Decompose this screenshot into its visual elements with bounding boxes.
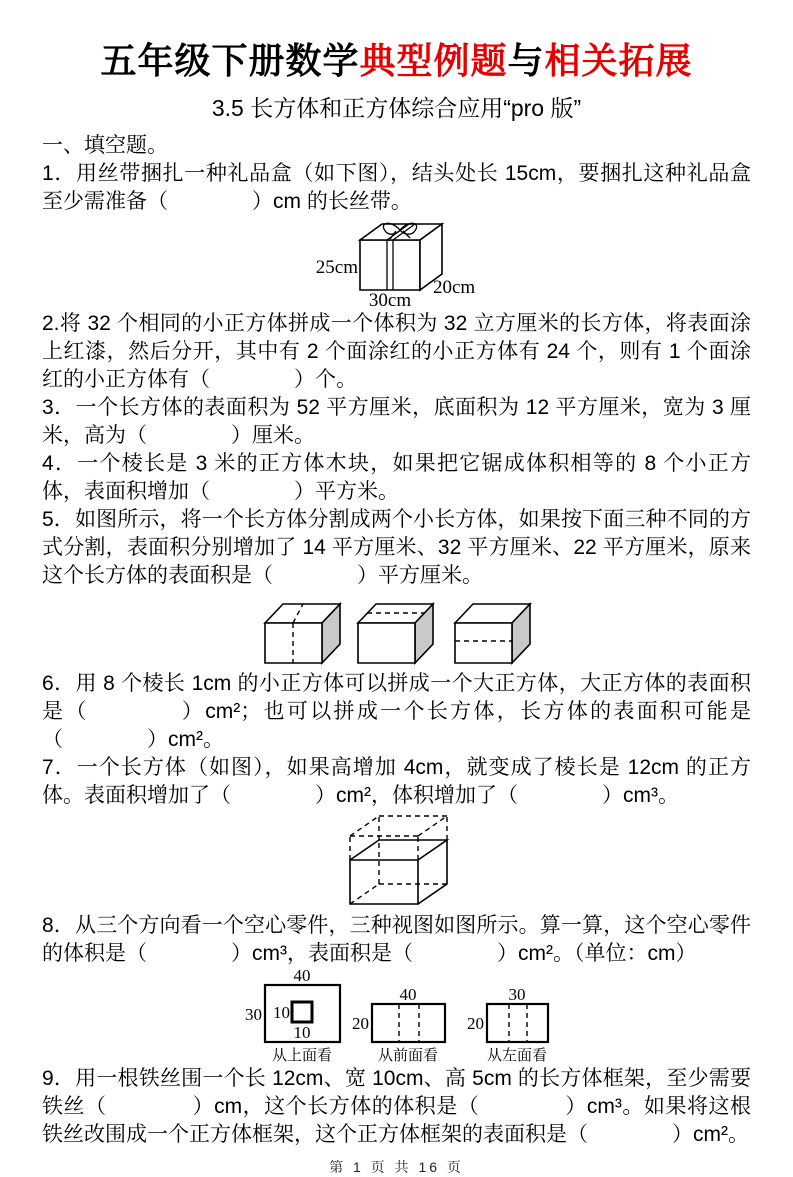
front-view-caption: 从前面看 xyxy=(377,1047,439,1064)
title-part-black1: 五年级下册数学 xyxy=(100,40,360,81)
hole-square xyxy=(292,1002,312,1022)
figure-gift-box xyxy=(42,217,751,309)
gift-box-width-label: 30cm xyxy=(368,290,412,309)
split-box-horizontal-cut xyxy=(455,604,530,663)
solid-box xyxy=(350,840,447,904)
top-view-width-label: 40 xyxy=(293,969,311,985)
problem-3-text: 3．一个长方体的表面积为 52 平方厘米，底面积为 12 平方厘米，宽为 3 厘米，高为（ ）厘米。 xyxy=(42,396,751,447)
figure-split-boxes xyxy=(42,591,751,669)
view-from-front xyxy=(352,985,445,1064)
cube-extension-drawing xyxy=(330,811,530,911)
problem-7-text: 7．一个长方体（如图），如果高增加 4cm，就变成了棱长是 12cm 的正方体。表面积增加了（ ）cm²，体积增加了（ ）cm³。 xyxy=(42,756,751,807)
left-view-width-label: 30 xyxy=(508,985,526,1004)
hole-bottom-label: 10 xyxy=(293,1023,311,1042)
problem-5-text: 5．如图所示，将一个长方体分割成两个小长方体，如果按下面三种不同的方式分割，表面积分别增加了 14 平方厘米、32 平方厘米、22 平方厘米，原来这个长方体的表面积是（ ）平方厘米。 xyxy=(42,508,751,587)
figure-three-views xyxy=(42,969,751,1064)
split-box-depth-cut xyxy=(358,604,433,663)
problem-9-text: 9．用一根铁丝围一个长 12cm、宽 10cm、高 5cm 的长方体框架，至少需要铁丝（ ）cm，这个长方体的体积是（ ）cm³。如果将这根铁丝改围成一个正方体框架，这个正方体框架的表面积是（ ）cm²。 xyxy=(42,1067,751,1146)
height-extension-dashed xyxy=(350,816,447,860)
problem-8-text: 8．从三个方向看一个空心零件，三种视图如图所示。算一算，这个空心零件的体积是（ ）cm³，表面积是（ ）cm²。（单位：cm） xyxy=(42,914,751,965)
left-view-caption: 从左面看 xyxy=(486,1047,548,1064)
gift-box-height-label: 25cm xyxy=(315,257,358,278)
three-views-drawing xyxy=(230,969,575,1064)
problem-2-text: 2.将 32 个相同的小正方体拼成一个体积为 32 立方厘米的长方体，将表面涂上红漆，然后分开，其中有 2 个面涂红的小正方体有 24 个，则有 1 个面涂红的小正方体有（ ）个。 xyxy=(42,312,751,391)
hole-side-label: 10 xyxy=(273,1003,290,1022)
gift-box-front-face xyxy=(360,240,420,290)
page-number-footer: 第 1 页 共 16 页 xyxy=(329,1159,464,1175)
top-view-caption: 从上面看 xyxy=(271,1047,333,1064)
front-view-width-label: 40 xyxy=(399,985,417,1004)
title-part-black2: 与 xyxy=(507,40,545,81)
problem-4-text: 4．一个棱长是 3 米的正方体木块，如果把它锯成体积相等的 8 个小正方体，表面积增加（ ）平方米。 xyxy=(42,452,751,503)
view-from-left xyxy=(467,985,548,1064)
page-title xyxy=(42,38,751,83)
figure-cube-extension xyxy=(42,811,751,911)
problem-1-text: 1．用丝带捆扎一种礼品盒（如下图），结头处长 15cm，要捆扎这种礼品盒至少需准备（ ）cm 的长丝带。 xyxy=(42,162,751,213)
split-box-vertical-cut xyxy=(265,604,340,663)
title-part-red1: 典型例题 xyxy=(359,40,508,81)
gift-box-drawing xyxy=(290,217,480,309)
view-from-top xyxy=(245,969,340,1064)
problem-6-text: 6．用 8 个棱长 1cm 的小正方体可以拼成一个大正方体，大正方体的表面积是（ ）cm²；也可以拼成一个长方体，长方体的表面积可能是（ ）cm²。 xyxy=(42,672,751,751)
title-part-red2: 相关拓展 xyxy=(544,40,693,81)
front-view-height-label: 20 xyxy=(352,1014,369,1033)
left-view-height-label: 20 xyxy=(467,1014,484,1033)
top-view-height-label: 30 xyxy=(245,1005,262,1024)
page-subtitle: 3.5 长方体和正方体综合应用“pro 版” xyxy=(211,95,582,121)
split-boxes-drawing xyxy=(240,591,560,669)
section-heading: 一、填空题。 xyxy=(42,134,168,157)
gift-box-depth-label: 20cm xyxy=(433,277,476,298)
